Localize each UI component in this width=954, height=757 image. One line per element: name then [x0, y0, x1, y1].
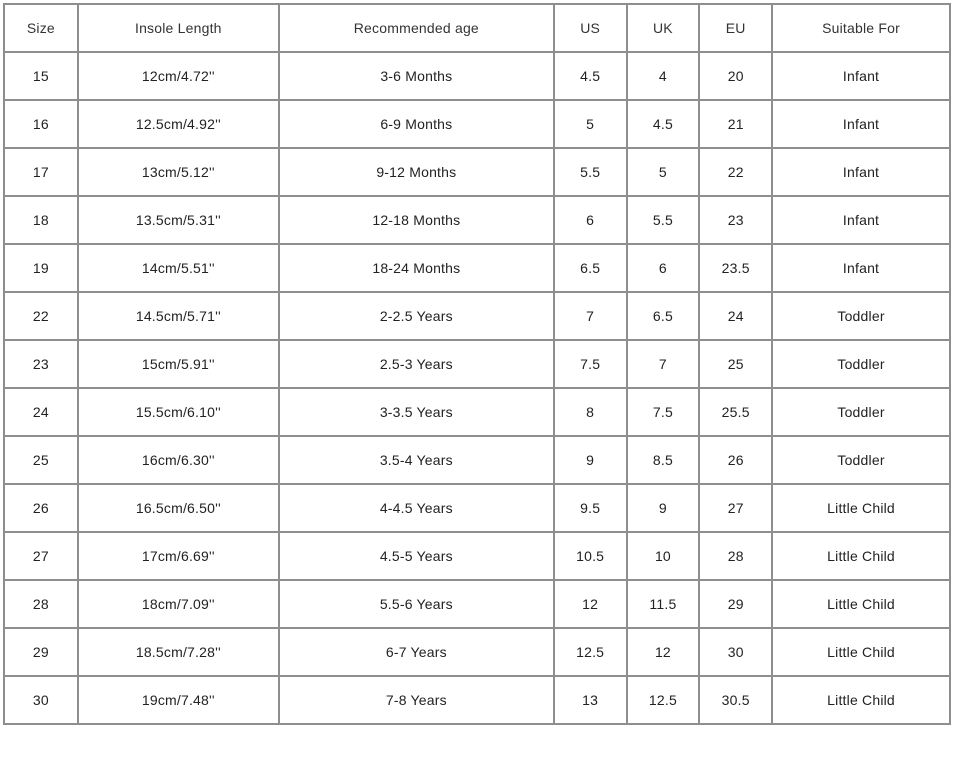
table-row — [4, 436, 950, 484]
header-insole-length: Insole Length — [78, 4, 279, 52]
us-cell: 13 — [554, 676, 627, 724]
suitable-for-cell: Toddler — [772, 436, 950, 484]
size-cell: 23 — [4, 340, 78, 388]
size-cell: 30 — [4, 676, 78, 724]
uk-cell: 8.5 — [627, 436, 700, 484]
uk-cell: 7.5 — [627, 388, 700, 436]
insole-length-cell: 19cm/7.48'' — [78, 676, 279, 724]
eu-cell: 23 — [699, 196, 772, 244]
us-cell: 12.5 — [554, 628, 627, 676]
eu-cell: 22 — [699, 148, 772, 196]
suitable-for-cell: Infant — [772, 52, 950, 100]
uk-cell: 12.5 — [627, 676, 700, 724]
eu-cell: 23.5 — [699, 244, 772, 292]
header-size: Size — [4, 4, 78, 52]
header-us: US — [554, 4, 627, 52]
uk-cell: 10 — [627, 532, 700, 580]
eu-cell: 24 — [699, 292, 772, 340]
suitable-for-cell: Toddler — [772, 388, 950, 436]
uk-cell: 4.5 — [627, 100, 700, 148]
uk-cell: 4 — [627, 52, 700, 100]
size-cell: 15 — [4, 52, 78, 100]
size-cell: 26 — [4, 484, 78, 532]
insole-length-cell: 17cm/6.69'' — [78, 532, 279, 580]
recommended-age-cell: 2.5-3 Years — [279, 340, 554, 388]
uk-cell: 5 — [627, 148, 700, 196]
insole-length-cell: 16.5cm/6.50'' — [78, 484, 279, 532]
header-eu: EU — [699, 4, 772, 52]
table-row — [4, 532, 950, 580]
eu-cell: 30 — [699, 628, 772, 676]
suitable-for-cell: Little Child — [772, 484, 950, 532]
header-uk: UK — [627, 4, 700, 52]
size-cell: 22 — [4, 292, 78, 340]
suitable-for-cell: Infant — [772, 148, 950, 196]
us-cell: 8 — [554, 388, 627, 436]
size-cell: 27 — [4, 532, 78, 580]
table-row — [4, 484, 950, 532]
us-cell: 6 — [554, 196, 627, 244]
size-cell: 24 — [4, 388, 78, 436]
table-body — [4, 52, 950, 724]
insole-length-cell: 12.5cm/4.92'' — [78, 100, 279, 148]
eu-cell: 25 — [699, 340, 772, 388]
insole-length-cell: 14.5cm/5.71'' — [78, 292, 279, 340]
size-cell: 28 — [4, 580, 78, 628]
eu-cell: 30.5 — [699, 676, 772, 724]
header-suitable-for: Suitable For — [772, 4, 950, 52]
insole-length-cell: 18cm/7.09'' — [78, 580, 279, 628]
uk-cell: 7 — [627, 340, 700, 388]
us-cell: 10.5 — [554, 532, 627, 580]
recommended-age-cell: 3-3.5 Years — [279, 388, 554, 436]
suitable-for-cell: Little Child — [772, 676, 950, 724]
uk-cell: 12 — [627, 628, 700, 676]
table-row — [4, 100, 950, 148]
uk-cell: 6.5 — [627, 292, 700, 340]
us-cell: 12 — [554, 580, 627, 628]
us-cell: 9 — [554, 436, 627, 484]
insole-length-cell: 18.5cm/7.28'' — [78, 628, 279, 676]
recommended-age-cell: 7-8 Years — [279, 676, 554, 724]
size-cell: 16 — [4, 100, 78, 148]
insole-length-cell: 14cm/5.51'' — [78, 244, 279, 292]
recommended-age-cell: 9-12 Months — [279, 148, 554, 196]
table-row — [4, 52, 950, 100]
recommended-age-cell: 6-7 Years — [279, 628, 554, 676]
eu-cell: 26 — [699, 436, 772, 484]
recommended-age-cell: 3-6 Months — [279, 52, 554, 100]
table-row — [4, 148, 950, 196]
suitable-for-cell: Little Child — [772, 532, 950, 580]
us-cell: 4.5 — [554, 52, 627, 100]
suitable-for-cell: Little Child — [772, 580, 950, 628]
size-chart-table — [3, 3, 951, 725]
recommended-age-cell: 5.5-6 Years — [279, 580, 554, 628]
table-row — [4, 580, 950, 628]
insole-length-cell: 13.5cm/5.31'' — [78, 196, 279, 244]
us-cell: 5 — [554, 100, 627, 148]
recommended-age-cell: 2-2.5 Years — [279, 292, 554, 340]
us-cell: 6.5 — [554, 244, 627, 292]
eu-cell: 20 — [699, 52, 772, 100]
uk-cell: 6 — [627, 244, 700, 292]
recommended-age-cell: 4.5-5 Years — [279, 532, 554, 580]
size-cell: 29 — [4, 628, 78, 676]
us-cell: 5.5 — [554, 148, 627, 196]
insole-length-cell: 13cm/5.12'' — [78, 148, 279, 196]
table-row — [4, 628, 950, 676]
suitable-for-cell: Infant — [772, 100, 950, 148]
us-cell: 7.5 — [554, 340, 627, 388]
uk-cell: 11.5 — [627, 580, 700, 628]
recommended-age-cell: 18-24 Months — [279, 244, 554, 292]
header-recommended-age: Recommended age — [279, 4, 554, 52]
size-cell: 19 — [4, 244, 78, 292]
table-row — [4, 388, 950, 436]
eu-cell: 21 — [699, 100, 772, 148]
size-cell: 25 — [4, 436, 78, 484]
recommended-age-cell: 4-4.5 Years — [279, 484, 554, 532]
suitable-for-cell: Little Child — [772, 628, 950, 676]
insole-length-cell: 12cm/4.72'' — [78, 52, 279, 100]
table-row — [4, 196, 950, 244]
table-row — [4, 676, 950, 724]
table-row — [4, 244, 950, 292]
recommended-age-cell: 6-9 Months — [279, 100, 554, 148]
table-row — [4, 292, 950, 340]
size-cell: 17 — [4, 148, 78, 196]
size-cell: 18 — [4, 196, 78, 244]
suitable-for-cell: Toddler — [772, 340, 950, 388]
insole-length-cell: 15.5cm/6.10'' — [78, 388, 279, 436]
suitable-for-cell: Toddler — [772, 292, 950, 340]
eu-cell: 28 — [699, 532, 772, 580]
insole-length-cell: 16cm/6.30'' — [78, 436, 279, 484]
recommended-age-cell: 3.5-4 Years — [279, 436, 554, 484]
eu-cell: 29 — [699, 580, 772, 628]
uk-cell: 5.5 — [627, 196, 700, 244]
us-cell: 7 — [554, 292, 627, 340]
table-row — [4, 340, 950, 388]
suitable-for-cell: Infant — [772, 196, 950, 244]
suitable-for-cell: Infant — [772, 244, 950, 292]
table-header-row — [4, 4, 950, 52]
us-cell: 9.5 — [554, 484, 627, 532]
eu-cell: 25.5 — [699, 388, 772, 436]
recommended-age-cell: 12-18 Months — [279, 196, 554, 244]
insole-length-cell: 15cm/5.91'' — [78, 340, 279, 388]
uk-cell: 9 — [627, 484, 700, 532]
eu-cell: 27 — [699, 484, 772, 532]
